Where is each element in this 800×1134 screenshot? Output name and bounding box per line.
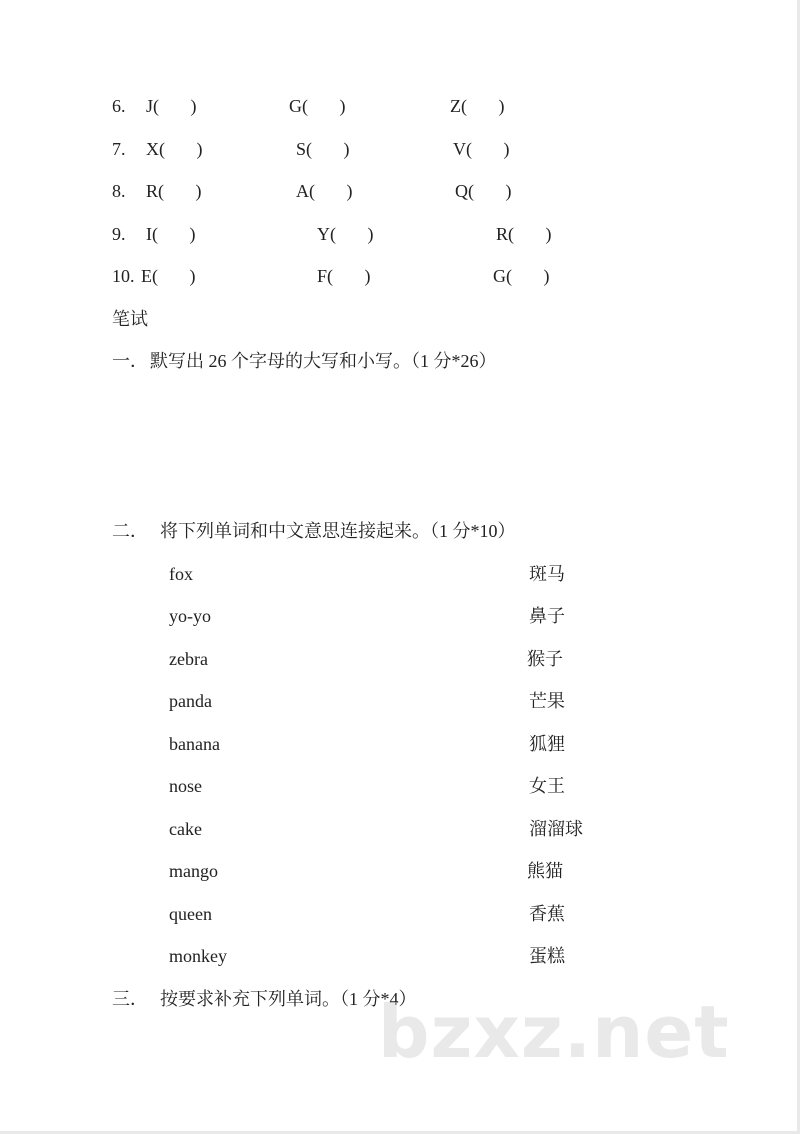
letter-blank: A( ) xyxy=(296,181,353,201)
row-number: 8. xyxy=(112,181,126,201)
watermark-logo: bzxz.net xyxy=(378,990,730,1074)
row-number: 7. xyxy=(112,139,126,159)
chinese-meaning: 蛋糕 xyxy=(529,946,565,966)
chinese-meaning: 狐狸 xyxy=(529,734,565,754)
english-word: fox xyxy=(169,564,193,584)
chinese-meaning: 熊猫 xyxy=(527,861,563,881)
letter-blank: Q( ) xyxy=(455,181,512,201)
row-number: 9. xyxy=(112,224,126,244)
letter-blank: G( ) xyxy=(493,266,550,286)
section3-number: 三． xyxy=(112,989,148,1009)
letter-blank: I( ) xyxy=(146,224,196,244)
english-word: yo-yo xyxy=(169,606,211,626)
letter-blank: F( ) xyxy=(317,266,371,286)
letter-blank: R( ) xyxy=(496,224,552,244)
section2-number: 二． xyxy=(112,521,148,541)
section2-instruction: 将下列单词和中文意思连接起来。（1 分*10） xyxy=(160,521,516,541)
row-number: 10. xyxy=(112,266,135,286)
chinese-meaning: 芒果 xyxy=(529,691,565,711)
section1-number: 一． xyxy=(112,351,148,371)
written-test-heading: 笔试 xyxy=(112,309,148,329)
letter-blank: X( ) xyxy=(146,139,203,159)
letter-blank: Z( ) xyxy=(450,96,505,116)
letter-blank: J( ) xyxy=(146,96,197,116)
letter-blank: E( ) xyxy=(141,266,196,286)
english-word: banana xyxy=(169,734,220,754)
english-word: queen xyxy=(169,904,212,924)
english-word: panda xyxy=(169,691,212,711)
section1-instruction: 默写出 26 个字母的大写和小写。（1 分*26） xyxy=(150,351,497,371)
chinese-meaning: 猴子 xyxy=(527,649,563,669)
row-number: 6. xyxy=(112,96,126,116)
english-word: cake xyxy=(169,819,202,839)
letter-blank: S( ) xyxy=(296,139,350,159)
chinese-meaning: 溜溜球 xyxy=(529,819,583,839)
english-word: zebra xyxy=(169,649,208,669)
english-word: monkey xyxy=(169,946,227,966)
chinese-meaning: 鼻子 xyxy=(529,606,565,626)
english-word: mango xyxy=(169,861,218,881)
letter-blank: V( ) xyxy=(453,139,510,159)
letter-blank: Y( ) xyxy=(317,224,374,244)
chinese-meaning: 香蕉 xyxy=(529,904,565,924)
section3-instruction: 按要求补充下列单词。（1 分*4） xyxy=(160,989,417,1009)
chinese-meaning: 女王 xyxy=(529,776,565,796)
chinese-meaning: 斑马 xyxy=(529,564,565,584)
letter-blank: G( ) xyxy=(289,96,346,116)
letter-blank: R( ) xyxy=(146,181,202,201)
english-word: nose xyxy=(169,776,202,796)
